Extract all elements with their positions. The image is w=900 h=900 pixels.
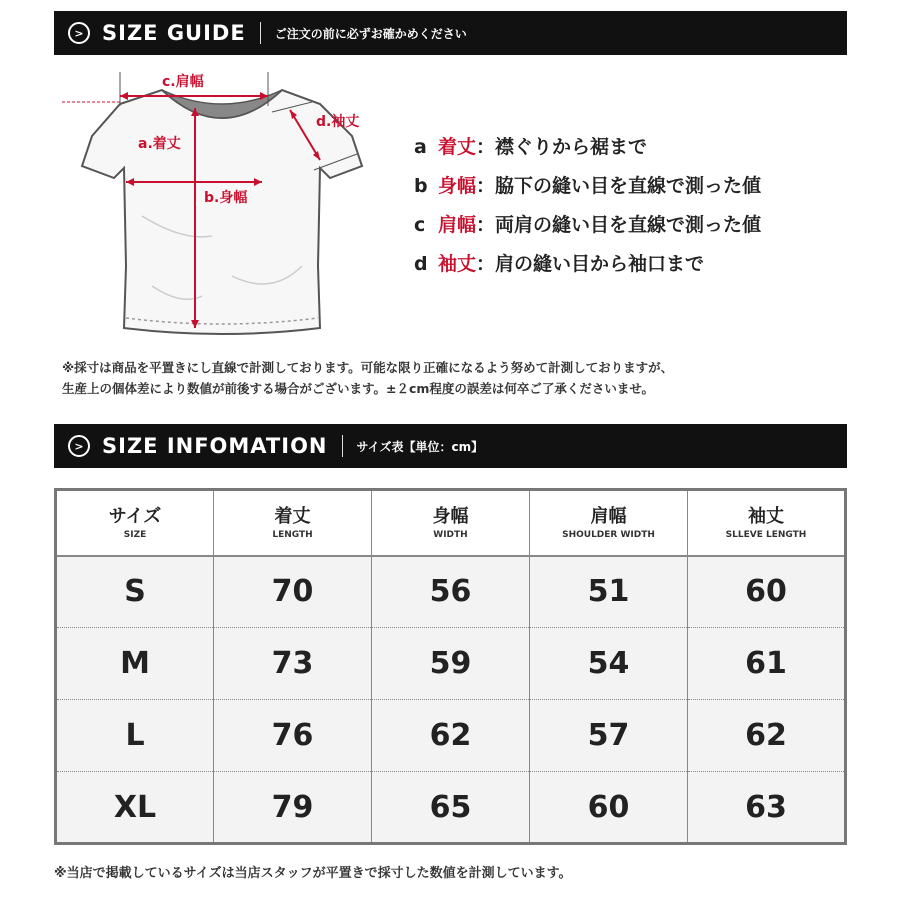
circle-chevron-right-icon: >	[68, 435, 90, 457]
legend-item-c: c 肩幅：両肩の縫い目を直線で測った値	[414, 214, 762, 236]
table-cell: L	[56, 700, 214, 772]
table-row	[56, 628, 846, 700]
header-divider	[260, 22, 261, 44]
header-length: 着丈 LENGTH	[214, 490, 372, 556]
table-cell: 65	[372, 772, 530, 844]
table-cell: 73	[214, 628, 372, 700]
table-cell: 79	[214, 772, 372, 844]
table-cell: S	[56, 556, 214, 628]
header-divider	[342, 435, 343, 457]
header-shoulder-width: 肩幅 SHOULDER WIDTH	[530, 490, 688, 556]
label-shoulder: c.肩幅	[162, 74, 204, 90]
table-cell: M	[56, 628, 214, 700]
table-cell: 63	[688, 772, 846, 844]
size-info-title: SIZE INFOMATION	[102, 434, 328, 458]
header-width: 身幅 WIDTH	[372, 490, 530, 556]
size-table	[54, 488, 847, 845]
header-sleeve-length: 袖丈 SLLEVE LENGTH	[688, 490, 846, 556]
table-cell: 76	[214, 700, 372, 772]
table-row	[56, 772, 846, 844]
table-cell: 56	[372, 556, 530, 628]
circle-chevron-right-icon: >	[68, 22, 90, 44]
table-cell: 60	[530, 772, 688, 844]
size-guide-title: SIZE GUIDE	[102, 21, 246, 45]
legend-item-a: a 着丈：襟ぐりから裾まで	[414, 136, 648, 158]
size-guide-header	[54, 11, 847, 55]
table-cell: 57	[530, 700, 688, 772]
table-cell: 61	[688, 628, 846, 700]
label-width: b.身幅	[204, 190, 248, 206]
measurement-legend	[414, 128, 761, 284]
table-cell: 59	[372, 628, 530, 700]
label-sleeve: d.袖丈	[316, 114, 360, 130]
table-cell: 62	[688, 700, 846, 772]
shoulder-arrow-left	[120, 92, 128, 100]
measurement-note: ※採寸は商品を平置きにし直線で計測しております。可能な限り正確になるよう努めて計測しておりますが、 生産上の個体差により数値が前後する場合がございます。±２cm程度の誤差は何卒ご了承くださいませ。	[62, 360, 674, 396]
size-info-header	[54, 424, 847, 468]
legend-item-b: b 身幅：脇下の縫い目を直線で測った値	[414, 175, 762, 197]
header-size: サイズ SIZE	[56, 490, 214, 556]
legend-item-d: d 袖丈：肩の縫い目から袖口まで	[414, 253, 705, 275]
size-info-subtitle: サイズ表【単位：cm】	[356, 439, 484, 454]
label-length: a.着丈	[138, 136, 181, 152]
table-cell: XL	[56, 772, 214, 844]
table-cell: 60	[688, 556, 846, 628]
table-header-row	[56, 490, 846, 556]
table-cell: 51	[530, 556, 688, 628]
table-cell: 54	[530, 628, 688, 700]
table-row	[56, 556, 846, 628]
tshirt-measurement-diagram	[62, 66, 382, 346]
footer-note: ※当店で掲載しているサイズは当店スタッフが平置きで採寸した数値を計測しています。	[54, 866, 572, 881]
table-cell: 70	[214, 556, 372, 628]
size-guide-subtitle: ご注文の前に必ずお確かめください	[274, 26, 467, 41]
table-cell: 62	[372, 700, 530, 772]
table-row	[56, 700, 846, 772]
